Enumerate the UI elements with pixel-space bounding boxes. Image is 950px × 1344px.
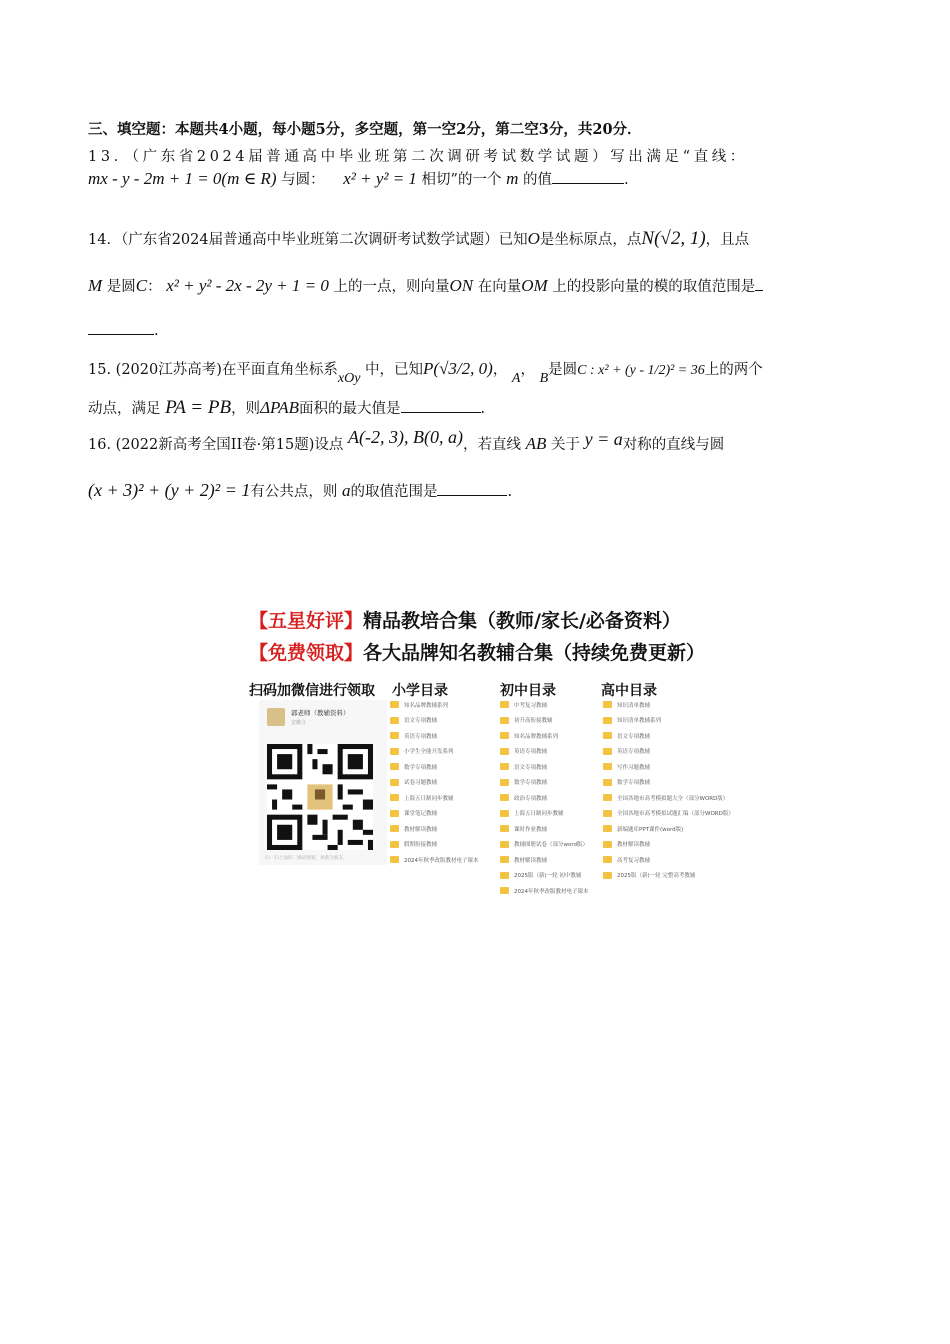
q14-answer-blank[interactable] xyxy=(88,322,154,335)
q16-line1 xyxy=(88,427,725,454)
folder-item[interactable] xyxy=(500,775,589,791)
section-heading: 三、填空题：本题共4小题，每小题5分，多空题，第一空2分，第二空3分，共20分． xyxy=(88,121,642,138)
q16-symmetry-line: y = a xyxy=(584,429,623,449)
folder-icon xyxy=(390,856,399,863)
folder-item[interactable] xyxy=(603,806,734,822)
q16-text: 有公共点，则 xyxy=(250,484,338,500)
folder-icon xyxy=(500,841,509,848)
folder-item[interactable] xyxy=(500,728,589,744)
q14-text: 上的投影向量的模的取值范围是 xyxy=(552,279,756,295)
q15-line2 xyxy=(88,397,485,419)
folder-icon xyxy=(500,748,509,755)
q15-circle-equation: C : x² + (y - 1/2)² = 36 xyxy=(577,363,705,378)
q14-text: 是圆 xyxy=(106,279,136,295)
folder-icon xyxy=(500,825,509,832)
q14-point-m: M xyxy=(88,276,103,295)
folder-label: 教材解读教辅 xyxy=(514,857,548,864)
folder-icon xyxy=(500,856,509,863)
q13-line-equation: mx - y - 2m + 1 = 0(m ∈ R) xyxy=(88,169,277,188)
q14-line1 xyxy=(88,228,749,250)
q14-vector-on: ON xyxy=(449,276,474,295)
q14-text: ： xyxy=(147,279,162,295)
q15-text: ， xyxy=(520,362,535,378)
q15-text: ，则 xyxy=(231,401,261,417)
folder-icon xyxy=(603,810,612,817)
primary-folder-list xyxy=(390,697,479,868)
q16-text: ，若直线 xyxy=(462,437,521,453)
q15-prefix: 15. (2020江苏高考)在平面直角坐标系 xyxy=(88,362,338,378)
q13-circle-equation: x² + y² = 1 xyxy=(343,169,417,188)
promo-line-1 xyxy=(249,606,681,633)
q16-line-ab: AB xyxy=(525,434,547,453)
q13-end: . xyxy=(623,172,629,188)
folder-label: 中考复习教辅 xyxy=(514,702,548,709)
q16-end: . xyxy=(507,484,513,500)
folder-label: 假期衔接教辅 xyxy=(404,842,438,849)
contact-sub: 安徽合 xyxy=(291,720,307,726)
folder-label: 教材解读教辅 xyxy=(404,826,438,833)
folder-item[interactable] xyxy=(500,790,589,806)
q13-text: 与圆： xyxy=(281,172,325,188)
q13-line2 xyxy=(88,168,629,189)
folder-item[interactable] xyxy=(390,790,479,806)
folder-icon xyxy=(603,748,612,755)
q14-origin: O xyxy=(527,229,540,248)
folder-label: 语文专项教辅 xyxy=(617,733,651,740)
folder-item[interactable] xyxy=(390,806,479,822)
folder-item[interactable] xyxy=(500,821,589,837)
folder-item[interactable] xyxy=(390,759,479,775)
folder-icon xyxy=(390,825,399,832)
folder-item[interactable] xyxy=(603,821,734,837)
folder-icon xyxy=(390,810,399,817)
q14-end: . xyxy=(154,323,159,339)
folder-label: 2025版（新)一轮 完整高考教辅 xyxy=(617,873,696,880)
folder-label: 2025版（新)一轮 初中教辅 xyxy=(514,873,582,880)
q15-text: ， xyxy=(492,362,508,378)
q15-triangle: ΔPAB xyxy=(260,398,300,417)
folder-item[interactable] xyxy=(603,713,734,729)
folder-label: 教材解读教辅 xyxy=(617,842,651,849)
folder-item[interactable] xyxy=(603,728,734,744)
promo-text-1: 精品教培合集（教师/家长/必备资料） xyxy=(363,610,681,632)
folder-label: 上海五日制同步教辅 xyxy=(514,811,564,818)
folder-item[interactable] xyxy=(390,728,479,744)
q13-text: 的值 xyxy=(522,172,552,188)
folder-icon xyxy=(603,841,612,848)
folder-label: 数学专项教辅 xyxy=(617,780,651,787)
folder-label: 试卷习题教辅 xyxy=(404,780,438,787)
q14-line3 xyxy=(88,322,159,339)
folder-icon xyxy=(390,841,399,848)
q16-prefix: 16. (2022新高考全国II卷·第15题)设点 xyxy=(88,437,344,453)
folder-item[interactable] xyxy=(500,713,589,729)
folder-icon xyxy=(390,717,399,724)
folder-icon xyxy=(500,763,509,770)
folder-item[interactable] xyxy=(603,744,734,760)
q14-vector-om: OM xyxy=(521,276,548,295)
q15-condition: PA = PB xyxy=(165,397,232,418)
folder-label: 语文专项教辅 xyxy=(514,764,548,771)
folder-icon xyxy=(500,810,509,817)
q14-circle-equation: x² + y² - 2x - 2y + 1 = 0 xyxy=(166,276,329,295)
folder-label: 2024年秋季改版教材电子课本 xyxy=(514,888,589,895)
folder-label: 课堂笔记教辅 xyxy=(404,811,438,818)
high-catalog-title: 高中目录 xyxy=(601,683,657,699)
folder-icon xyxy=(603,825,612,832)
wechat-card xyxy=(259,700,387,865)
folder-label: 2024年秋季改版教材电子课本 xyxy=(404,857,479,864)
folder-icon xyxy=(603,872,612,879)
q16-text: 的取值范围是 xyxy=(350,484,438,500)
q14-text: 是坐标原点，点 xyxy=(539,232,642,248)
middle-folder-list xyxy=(500,697,589,899)
folder-item[interactable] xyxy=(603,697,734,713)
middle-catalog-title: 初中目录 xyxy=(500,683,556,699)
folder-label: 新编题库PPT课件(word版) xyxy=(617,826,684,833)
q15-text: 面积的最大值是 xyxy=(299,401,401,417)
folder-icon xyxy=(500,717,509,724)
folder-label: 英语专项教辅 xyxy=(617,749,651,756)
q15-text: 动点，满足 xyxy=(88,401,161,417)
q13-variable: m xyxy=(506,169,519,188)
folder-item[interactable] xyxy=(500,837,589,853)
q13-line1 xyxy=(88,145,748,166)
folder-icon xyxy=(500,701,509,708)
promo-tag-free: 【免费领取】 xyxy=(249,642,364,664)
q16-answer-blank[interactable] xyxy=(437,483,507,496)
folder-icon xyxy=(390,779,399,786)
folder-item[interactable] xyxy=(500,806,589,822)
folder-label: 上海五日制同步教辅 xyxy=(404,795,454,802)
folder-icon xyxy=(390,794,399,801)
folder-item[interactable] xyxy=(390,713,479,729)
q16-circle-equation: (x + 3)² + (y + 2)² = 1 xyxy=(88,480,251,500)
folder-item[interactable] xyxy=(500,852,589,868)
folder-icon xyxy=(500,794,509,801)
folder-icon xyxy=(603,856,612,863)
folder-item[interactable] xyxy=(390,852,479,868)
q15-answer-blank[interactable] xyxy=(401,400,481,413)
folder-icon xyxy=(390,763,399,770)
avatar xyxy=(267,708,285,726)
folder-icon xyxy=(603,732,612,739)
folder-item[interactable] xyxy=(500,697,589,713)
folder-icon xyxy=(603,763,612,770)
q15-coordinate-system: xOy xyxy=(337,371,361,386)
q15-text: 中，已知 xyxy=(365,362,424,378)
folder-label: 英语专项教辅 xyxy=(514,749,548,756)
folder-label: 全国各地市高考模拟试题汇编（部分WORD版） xyxy=(617,811,734,818)
folder-icon xyxy=(390,748,399,755)
contact-name: 郭老师（教辅资料） xyxy=(291,709,350,717)
folder-item[interactable] xyxy=(390,821,479,837)
folder-item[interactable] xyxy=(603,837,734,853)
folder-label: 知名品牌教辅系列 xyxy=(514,733,559,740)
qr-code-icon[interactable] xyxy=(267,744,373,850)
folder-label: 教辅图册试卷（部分word版） xyxy=(514,842,589,849)
folder-label: 小学生全能开发系列 xyxy=(404,749,454,756)
folder-icon xyxy=(603,701,612,708)
q15-end: . xyxy=(480,401,486,417)
folder-icon xyxy=(603,794,612,801)
q13-prefix: 13．（广东省2024届普通高中毕业班第二次调研考试数学试题）写出满足“直线： xyxy=(88,149,748,165)
folder-icon xyxy=(500,732,509,739)
folder-label: 初升高衔接教辅 xyxy=(514,718,553,725)
folder-label: 知名品牌教辅系列 xyxy=(404,702,449,709)
folder-item[interactable] xyxy=(603,790,734,806)
promo-banner xyxy=(245,600,734,895)
folder-item[interactable] xyxy=(500,744,589,760)
folder-item[interactable] xyxy=(390,775,479,791)
folder-label: 全国各地市高考模拟题大全（部分WORD版） xyxy=(617,795,729,802)
q14-text: 在向量 xyxy=(477,279,522,295)
folder-item[interactable] xyxy=(390,744,479,760)
promo-line-2 xyxy=(249,638,705,665)
folder-item[interactable] xyxy=(603,852,734,868)
folder-icon xyxy=(500,872,509,879)
high-folder-list xyxy=(603,697,734,883)
folder-label: 课时作业教辅 xyxy=(514,826,548,833)
q15-text: 是圆 xyxy=(548,362,578,378)
q16-text: 关于 xyxy=(550,437,580,453)
primary-catalog-title: 小学目录 xyxy=(392,683,448,699)
promo-tag-rating: 【五星好评】 xyxy=(249,610,364,632)
folder-label: 知识清单教辅系列 xyxy=(617,718,662,725)
folder-item[interactable] xyxy=(500,883,589,899)
q15-text: 上的两个 xyxy=(704,362,763,378)
q14-point-n: N(√2, 1) xyxy=(641,228,706,249)
folder-item[interactable] xyxy=(603,759,734,775)
q15-point-b: B xyxy=(539,371,549,386)
folder-item[interactable] xyxy=(603,868,734,884)
folder-icon xyxy=(500,887,509,894)
folder-icon xyxy=(603,717,612,724)
q16-text: 对称的直线与圆 xyxy=(622,437,725,453)
promo-text-2: 各大品牌知名教辅合集（持续免费更新） xyxy=(363,642,706,664)
q13-answer-blank[interactable] xyxy=(552,171,624,184)
folder-icon xyxy=(603,779,612,786)
qr-caption: 扫一扫上面的二维码图案，加我为朋友。 xyxy=(265,856,348,861)
folder-item[interactable] xyxy=(390,837,479,853)
q16-line2 xyxy=(88,480,512,501)
q13-text: 相切”的一个 xyxy=(421,172,502,188)
folder-icon xyxy=(390,732,399,739)
q14-circle-c: C xyxy=(135,276,148,295)
q14-text: ，且点 xyxy=(705,232,750,248)
folder-icon xyxy=(390,701,399,708)
q14-line2 xyxy=(88,275,763,296)
folder-icon xyxy=(500,779,509,786)
q15-point-p: P(√3/2, 0) xyxy=(423,359,493,378)
q15-point-a: A xyxy=(511,371,521,386)
q16-points: A(-2, 3), B(0, a) xyxy=(348,427,463,447)
folder-item[interactable] xyxy=(603,775,734,791)
folder-label: 写作习题教辅 xyxy=(617,764,651,771)
q14-text: 上的一点，则向量 xyxy=(333,279,450,295)
folder-label: 英语专项教辅 xyxy=(404,733,438,740)
folder-label: 政治专项教辅 xyxy=(514,795,548,802)
q14-answer-blank-start[interactable] xyxy=(755,278,763,291)
q15-line1 xyxy=(88,358,763,386)
q14-prefix: 14．（广东省2024届普通高中毕业班第二次调研考试数学试题）已知 xyxy=(88,232,528,248)
folder-label: 数学专项教辅 xyxy=(514,780,548,787)
promo-scan-label: 扫码加微信进行领取 xyxy=(249,683,375,699)
folder-label: 知识清单教辅 xyxy=(617,702,651,709)
folder-item[interactable] xyxy=(390,697,479,713)
folder-label: 语文专项教辅 xyxy=(404,718,438,725)
folder-label: 数学专项教辅 xyxy=(404,764,438,771)
folder-item[interactable] xyxy=(500,868,589,884)
q16-variable-a: a xyxy=(341,481,351,500)
folder-item[interactable] xyxy=(500,759,589,775)
folder-label: 高考复习教辅 xyxy=(617,857,651,864)
